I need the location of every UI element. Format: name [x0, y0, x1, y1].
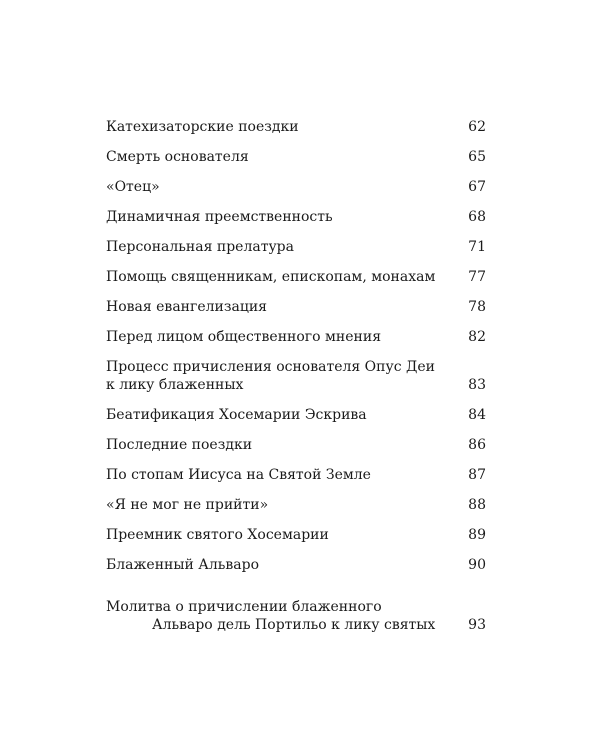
toc-entry-page: 82: [468, 329, 486, 345]
toc-entry-title: Персональная прелатура: [106, 239, 294, 255]
toc-entry-title: Помощь священникам, епископам, монахам: [106, 269, 436, 285]
toc-entry-title: [106, 358, 468, 394]
toc-entry-title: Новая евангелизация: [106, 299, 267, 315]
toc-entry-title-line1: Процесс причисления основателя Опус Деи: [106, 359, 435, 375]
toc-entry-title: Динамичная преемственность: [106, 209, 333, 225]
toc-entry-title: Катехизаторские поездки: [106, 119, 299, 135]
toc-entry-title: Преемник святого Хосемарии: [106, 527, 329, 543]
toc-entry: [106, 496, 486, 514]
toc-entry-title-line1: Молитва о причислении блаженного: [106, 599, 382, 615]
toc-entry: [106, 526, 486, 544]
toc-entry: [106, 358, 486, 394]
toc-entry: [106, 118, 486, 136]
toc-entry-page: 87: [468, 467, 486, 483]
toc-entry-title: Перед лицом общественного мнения: [106, 329, 382, 345]
toc-entry-page: 71: [468, 239, 486, 255]
toc-entry-title: Смерть основателя: [106, 149, 249, 165]
toc-entry-page: 86: [468, 437, 486, 453]
toc-entry-page: 83: [468, 377, 486, 393]
toc-entry-page: 88: [468, 497, 486, 513]
toc-entry-title: «Отец»: [106, 179, 160, 195]
toc-entry-page: 78: [468, 299, 486, 315]
toc-entry: [106, 148, 486, 166]
toc-entry-page: 84: [468, 407, 486, 423]
toc-entry-page: 77: [468, 269, 486, 285]
toc-entry: [106, 238, 486, 256]
toc-entry: [106, 328, 486, 346]
toc-entry-title: Последние поездки: [106, 437, 253, 453]
toc-entry-page: 65: [468, 149, 486, 165]
toc-entry-page: 68: [468, 209, 486, 225]
toc-entry: [106, 436, 486, 454]
toc-entry: [106, 556, 486, 574]
toc-entry-page: 89: [468, 527, 486, 543]
toc-entry-title: [106, 598, 468, 634]
toc-entry-title: По стопам Иисуса на Святой Земле: [106, 467, 371, 483]
toc-entry-page: 90: [468, 557, 486, 573]
toc-entry: [106, 598, 486, 634]
toc-entry-title: «Я не мог не прийти»: [106, 497, 269, 513]
toc-entry: [106, 268, 486, 286]
toc-entry-title-line2: к лику блаженных: [106, 377, 244, 393]
table-of-contents: [106, 118, 486, 646]
toc-entry: [106, 208, 486, 226]
toc-entry-page: 93: [468, 617, 486, 633]
toc-entry: [106, 466, 486, 484]
toc-entry: [106, 178, 486, 196]
toc-entry-page: 62: [468, 119, 486, 135]
toc-entry-title: Беатификация Хосемарии Эскрива: [106, 407, 367, 423]
toc-entry-title: Блаженный Альваро: [106, 557, 260, 573]
toc-entry: [106, 298, 486, 316]
toc-entry: [106, 406, 486, 424]
toc-entry-title-line2: Альваро дель Портильо к лику святых: [152, 617, 436, 633]
toc-entry-page: 67: [468, 179, 486, 195]
